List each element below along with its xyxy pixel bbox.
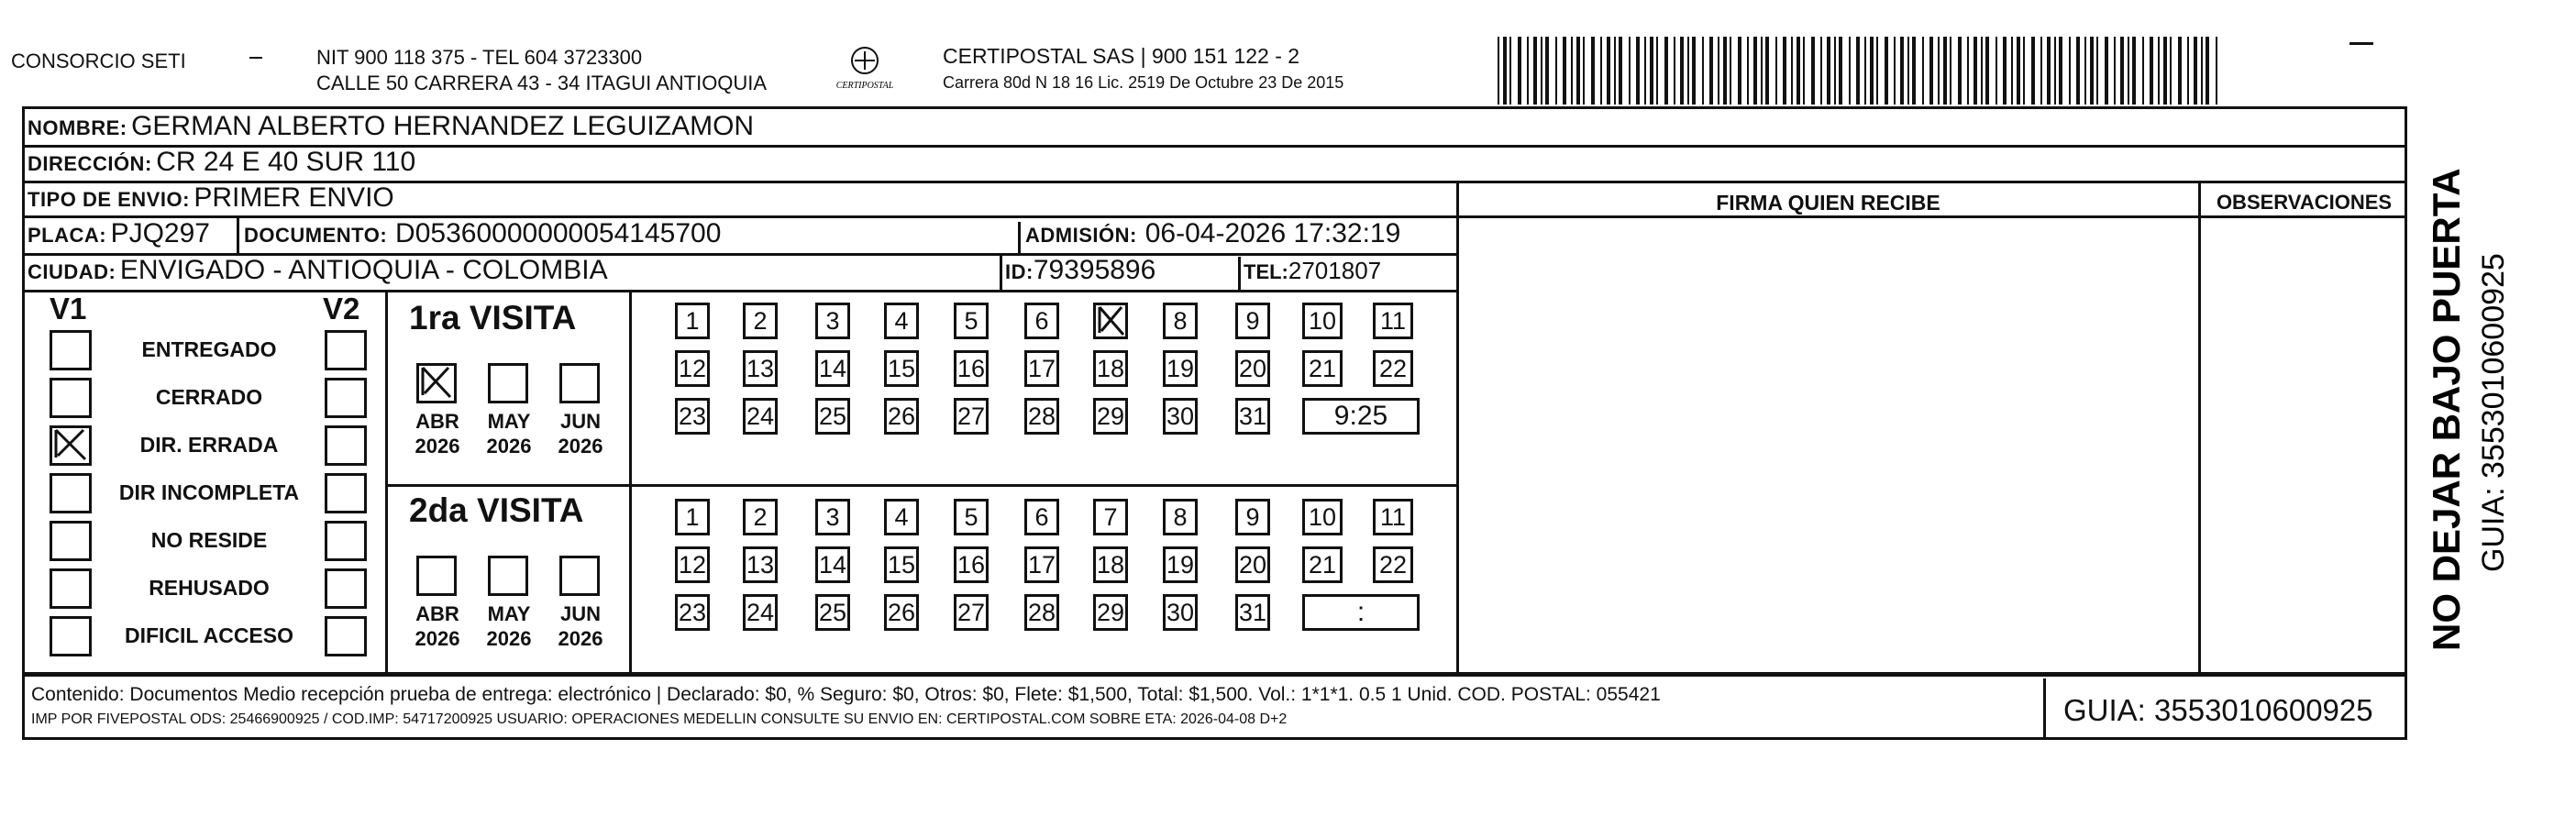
status-label: ENTREGADO bbox=[141, 337, 277, 361]
company2: CERTIPOSTAL SAS | 900 151 122 - 2 bbox=[943, 44, 1300, 68]
day-box[interactable]: 5 bbox=[954, 303, 989, 339]
day-box[interactable]: 6 bbox=[1024, 303, 1059, 339]
day-box[interactable]: 31 bbox=[1235, 398, 1270, 435]
name-label: NOMBRE: bbox=[28, 116, 127, 139]
v2-checkbox[interactable] bbox=[325, 330, 367, 370]
day-box[interactable]: 19 bbox=[1163, 546, 1198, 583]
day-box[interactable]: 20 bbox=[1235, 350, 1270, 387]
day-box[interactable] bbox=[1093, 303, 1128, 339]
day-box[interactable]: 14 bbox=[815, 350, 850, 387]
plate-value: PJQ297 bbox=[110, 218, 210, 248]
day-box[interactable]: 2 bbox=[743, 499, 778, 535]
check-mark-icon bbox=[1096, 305, 1127, 338]
document-label: DOCUMENTO: bbox=[244, 224, 388, 247]
tel-cell bbox=[1244, 257, 1381, 285]
month-label bbox=[550, 601, 611, 651]
day-box[interactable]: 27 bbox=[954, 398, 989, 435]
status-label: REHUSADO bbox=[149, 576, 270, 600]
status-label: DIR INCOMPLETA bbox=[118, 480, 300, 504]
day-box[interactable]: 30 bbox=[1163, 398, 1198, 435]
day-box[interactable]: 31 bbox=[1235, 594, 1270, 631]
month-checkbox[interactable] bbox=[488, 363, 528, 403]
day-box[interactable]: 24 bbox=[743, 594, 778, 631]
id-cell bbox=[1005, 255, 1155, 286]
month-name: MAY bbox=[487, 602, 531, 625]
month-name: ABR bbox=[415, 602, 459, 625]
month-label bbox=[407, 601, 468, 651]
day-box[interactable]: 10 bbox=[1302, 499, 1343, 535]
visit1-title: 1ra VISITA bbox=[409, 299, 577, 336]
city-value: ENVIGADO - ANTIOQUIA - COLOMBIA bbox=[119, 255, 608, 285]
plate-label: PLACA: bbox=[28, 224, 107, 247]
type-value: PRIMER ENVIO bbox=[193, 182, 394, 213]
id-value: 79395896 bbox=[1033, 255, 1156, 285]
v2-checkbox[interactable] bbox=[325, 568, 367, 609]
day-box[interactable]: 2 bbox=[743, 303, 778, 339]
day-box[interactable]: 5 bbox=[954, 499, 989, 535]
month-label bbox=[479, 601, 539, 651]
footer-guia: GUIA: 3553010600925 bbox=[2063, 693, 2373, 727]
day-box[interactable]: 21 bbox=[1302, 350, 1343, 387]
company-name: CONSORCIO SETI bbox=[11, 50, 186, 72]
check-mark-icon bbox=[419, 366, 454, 401]
day-box[interactable]: 1 bbox=[675, 303, 710, 339]
type-label: TIPO DE ENVIO: bbox=[28, 188, 190, 211]
address-value: CR 24 E 40 SUR 110 bbox=[156, 147, 416, 177]
day-box[interactable]: 16 bbox=[954, 350, 989, 387]
day-box[interactable]: 13 bbox=[743, 546, 778, 583]
day-box[interactable]: 22 bbox=[1373, 546, 1413, 583]
day-box[interactable]: 19 bbox=[1163, 350, 1198, 387]
barcode bbox=[1498, 37, 2224, 105]
side-line1: NO DEJAR BAJO PUERTA bbox=[2425, 168, 2468, 651]
v1-checkbox[interactable] bbox=[50, 616, 92, 656]
tel-label: TEL: bbox=[1244, 260, 1288, 283]
v1-checkbox[interactable] bbox=[50, 425, 92, 466]
month-name: JUN bbox=[559, 602, 601, 625]
day-box[interactable]: 15 bbox=[884, 350, 919, 387]
day-box[interactable]: 11 bbox=[1373, 303, 1413, 339]
day-box[interactable]: 9 bbox=[1235, 499, 1270, 535]
signature-header: FIRMA QUIEN RECIBE bbox=[1716, 191, 1940, 215]
corner-mark bbox=[2349, 42, 2373, 45]
side-vertical-text bbox=[2416, 141, 2526, 655]
license: Carrera 80d N 18 16 Lic. 2519 De Octubre 23 De 2015 bbox=[943, 73, 1344, 92]
sender-address: CALLE 50 CARRERA 43 - 34 ITAGUI ANTIOQUIA bbox=[316, 72, 768, 94]
v1-checkbox[interactable] bbox=[50, 521, 92, 561]
address-row bbox=[28, 147, 415, 178]
month-checkbox[interactable] bbox=[559, 556, 600, 596]
month-checkbox[interactable] bbox=[488, 556, 528, 596]
status-label: NO RESIDE bbox=[150, 528, 268, 552]
month-label bbox=[407, 409, 468, 458]
day-box[interactable]: 22 bbox=[1373, 350, 1413, 387]
city-label: CIUDAD: bbox=[28, 260, 116, 283]
side-line2: GUIA: 3553010600925 bbox=[2476, 253, 2511, 572]
visit2-title: 2da VISITA bbox=[409, 491, 584, 529]
day-box[interactable]: 8 bbox=[1163, 303, 1198, 339]
month-year: 2026 bbox=[486, 435, 532, 458]
v1-checkbox[interactable] bbox=[50, 330, 92, 370]
day-box[interactable]: 25 bbox=[815, 594, 850, 631]
month-year: 2026 bbox=[558, 627, 603, 650]
month-year: 2026 bbox=[558, 435, 603, 458]
day-box[interactable]: 4 bbox=[884, 499, 919, 535]
address-label: DIRECCIÓN: bbox=[28, 152, 152, 175]
month-name: JUN bbox=[559, 410, 601, 433]
day-box[interactable]: 24 bbox=[743, 398, 778, 435]
v1-checkbox[interactable] bbox=[50, 473, 92, 513]
document-cell bbox=[244, 218, 721, 249]
v2-checkbox[interactable] bbox=[325, 425, 367, 466]
day-box[interactable]: 18 bbox=[1093, 546, 1128, 583]
v2-checkbox[interactable] bbox=[325, 473, 367, 513]
admission-value: 06-04-2026 17:32:19 bbox=[1144, 218, 1401, 248]
day-box[interactable]: 6 bbox=[1024, 499, 1059, 535]
day-box[interactable]: 7 bbox=[1093, 499, 1128, 535]
day-box[interactable]: 16 bbox=[954, 546, 989, 583]
day-box[interactable]: 23 bbox=[675, 594, 710, 631]
dash-separator bbox=[249, 57, 262, 59]
name-value: GERMAN ALBERTO HERNANDEZ LEGUIZAMON bbox=[131, 111, 755, 141]
month-year: 2026 bbox=[415, 435, 460, 458]
month-checkbox[interactable] bbox=[559, 363, 600, 403]
type-row bbox=[28, 182, 394, 214]
day-box[interactable]: 29 bbox=[1093, 594, 1128, 631]
v2-checkbox[interactable] bbox=[325, 378, 367, 418]
admission-cell bbox=[1025, 218, 1400, 249]
time-box[interactable]: : bbox=[1302, 594, 1420, 631]
day-box[interactable]: 12 bbox=[675, 350, 710, 387]
day-box[interactable]: 3 bbox=[815, 303, 850, 339]
day-box[interactable]: 8 bbox=[1163, 499, 1198, 535]
day-box[interactable]: 25 bbox=[815, 398, 850, 435]
name-row bbox=[28, 111, 754, 142]
day-box[interactable]: 3 bbox=[815, 499, 850, 535]
v1-checkbox[interactable] bbox=[50, 568, 92, 609]
time-box[interactable]: 9:25 bbox=[1302, 398, 1420, 435]
day-box[interactable]: 17 bbox=[1024, 350, 1059, 387]
month-label bbox=[550, 409, 611, 458]
month-label bbox=[479, 409, 539, 458]
observations-header: OBSERVACIONES bbox=[2216, 191, 2393, 214]
month-name: MAY bbox=[487, 410, 531, 433]
day-box[interactable]: 26 bbox=[884, 594, 919, 631]
day-box[interactable]: 15 bbox=[884, 546, 919, 583]
document-value: D05360000000054145700 bbox=[395, 218, 722, 248]
v2-checkbox[interactable] bbox=[325, 616, 367, 656]
footer-imp: IMP POR FIVEPOSTAL ODS: 25466900925 / COD.IMP: 54717200925 USUARIO: OPERACIONES MEDELLIN CONSULTE SU ENVIO EN: CERTIPOSTAL.COM SOBRE ETA: 2026-04-08 D+2 bbox=[31, 711, 1288, 727]
svg-text:CERTIPOSTAL: CERTIPOSTAL bbox=[835, 81, 894, 91]
status-label: DIR. ERRADA bbox=[139, 433, 279, 457]
day-box[interactable]: 17 bbox=[1024, 546, 1059, 583]
day-box[interactable]: 26 bbox=[884, 398, 919, 435]
month-checkbox[interactable] bbox=[416, 363, 457, 403]
v1-header: V1 bbox=[50, 292, 87, 325]
month-name: ABR bbox=[415, 410, 459, 433]
check-mark-icon bbox=[52, 428, 89, 463]
nit-tel: NIT 900 118 375 - TEL 604 3723300 bbox=[316, 46, 643, 69]
day-box[interactable]: 28 bbox=[1024, 398, 1059, 435]
tel-value: 2701807 bbox=[1288, 257, 1382, 284]
day-box[interactable]: 29 bbox=[1093, 398, 1128, 435]
day-box[interactable]: 27 bbox=[954, 594, 989, 631]
certipostal-logo bbox=[827, 44, 902, 94]
id-label: ID: bbox=[1005, 260, 1034, 283]
day-box[interactable]: 10 bbox=[1302, 303, 1343, 339]
day-box[interactable]: 28 bbox=[1024, 594, 1059, 631]
plate-cell bbox=[28, 218, 210, 249]
day-box[interactable]: 20 bbox=[1235, 546, 1270, 583]
day-box[interactable]: 18 bbox=[1093, 350, 1128, 387]
day-box[interactable]: 9 bbox=[1235, 303, 1270, 339]
day-box[interactable]: 23 bbox=[675, 398, 710, 435]
month-year: 2026 bbox=[415, 627, 460, 650]
day-box[interactable]: 4 bbox=[884, 303, 919, 339]
status-label: CERRADO bbox=[155, 385, 263, 409]
v2-checkbox[interactable] bbox=[325, 521, 367, 561]
month-year: 2026 bbox=[486, 627, 532, 650]
day-box[interactable]: 13 bbox=[743, 350, 778, 387]
v2-header: V2 bbox=[323, 292, 360, 325]
v1-checkbox[interactable] bbox=[50, 378, 92, 418]
day-box[interactable]: 30 bbox=[1163, 594, 1198, 631]
footer-content: Contenido: Documentos Medio recepción prueba de entrega: electrónico | Declarado: $0, % Seguro: $0, Otros: $0, Flete: $1,500, Total: $1,500. Vol.: 1*1*1. 0.5 1 Unid. COD. POSTAL: 055421 bbox=[31, 684, 1661, 705]
day-box[interactable]: 12 bbox=[675, 546, 710, 583]
admission-label: ADMISIÓN: bbox=[1025, 224, 1137, 247]
day-box[interactable]: 21 bbox=[1302, 546, 1343, 583]
city-cell bbox=[28, 255, 608, 286]
status-label: DIFICIL ACCESO bbox=[124, 623, 293, 647]
day-box[interactable]: 1 bbox=[675, 499, 710, 535]
day-box[interactable]: 11 bbox=[1373, 499, 1413, 535]
month-checkbox[interactable] bbox=[416, 556, 457, 596]
day-box[interactable]: 14 bbox=[815, 546, 850, 583]
